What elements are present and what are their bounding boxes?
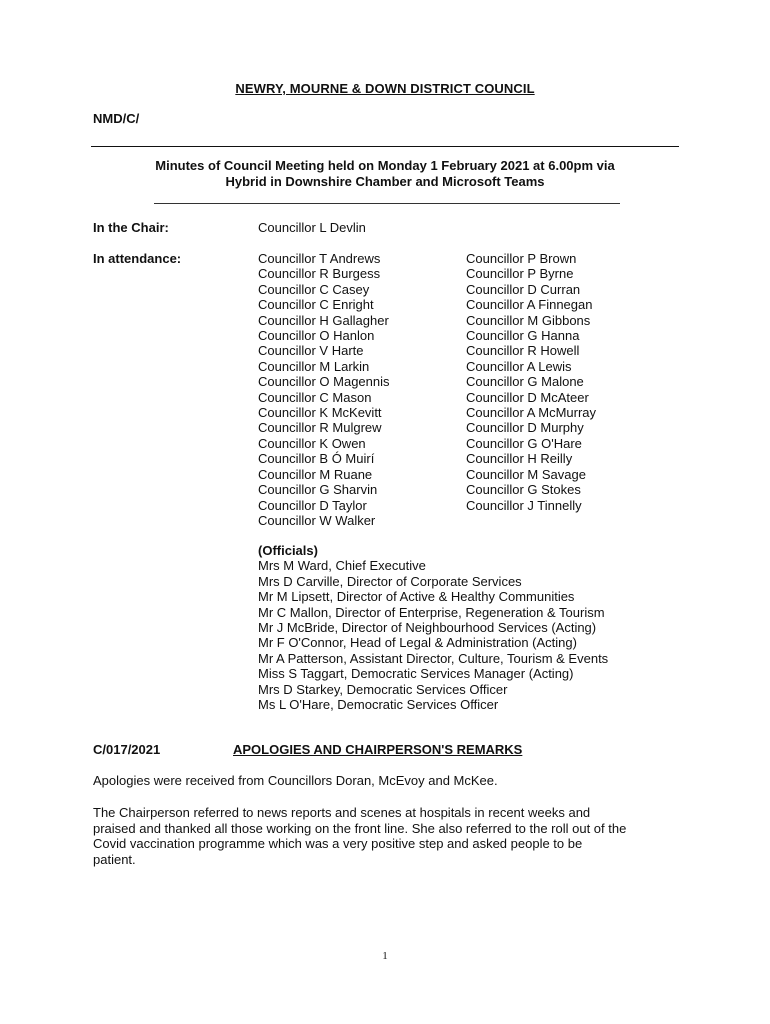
attendee-name: Councillor T Andrews [258,251,381,266]
paragraph-line: The Chairperson referred to news reports and scenes at hospitals in recent weeks and [93,805,591,820]
item-reference: C/017/2021 [93,742,161,757]
official-entry: Miss S Taggart, Democratic Services Manager (Acting) [258,666,574,682]
attendee-name: Councillor V Harte [258,343,364,359]
page-number: 1 [382,950,388,962]
title-underline-rule [154,203,620,204]
attendee-name: Councillor A McMurray [466,405,597,421]
official-entry: Ms L O'Hare, Democratic Services Officer [258,697,499,713]
attendee-name: Councillor W Walker [258,512,376,528]
attendee-name: Councillor G Sharvin [258,482,378,498]
official-entry: Mrs D Starkey, Democratic Services Officer [258,681,508,697]
attendee-name: Councillor D Curran [466,281,581,297]
attendee-name: Councillor M Larkin [258,358,370,374]
attendee-name: Councillor G Stokes [466,482,581,498]
attendee-name: Councillor P Brown [466,251,577,266]
document-reference: NMD/C/ [93,111,140,126]
attendance-column-1 [258,251,390,528]
official-entry: Mr M Lipsett, Director of Active & Healthy Communities [258,589,575,605]
official-entry: Mr J McBride, Director of Neighbourhood Services (Acting) [258,620,597,636]
attendee-name: Councillor O Hanlon [258,328,375,344]
official-entry: Mr A Patterson, Assistant Director, Culture, Tourism & Events [258,650,609,666]
chairperson-remarks-paragraph [93,805,693,867]
attendee-name: Councillor P Byrne [466,266,574,282]
attendee-name: Councillor M Savage [466,466,586,482]
attendee-name: Councillor K McKevitt [258,405,382,421]
meeting-title [0,158,770,189]
attendee-name: Councillor B Ó Muirí [258,451,375,467]
attendee-name: Councillor O Magennis [258,374,390,390]
attendee-name: Councillor A Finnegan [466,297,593,313]
attendee-name: Councillor G Malone [466,374,584,390]
official-entry: Mr C Mallon, Director of Enterprise, Regeneration & Tourism [258,604,605,620]
horizontal-rule [91,146,679,147]
attendee-name: Councillor K Owen [258,435,366,451]
official-entry: Mr F O'Connor, Head of Legal & Administration (Acting) [258,635,577,651]
official-entry: Mrs M Ward, Chief Executive [258,558,426,574]
attendee-name: Councillor D McAteer [466,389,589,405]
attendee-name: Councillor C Mason [258,389,372,405]
attendee-name: Councillor G Hanna [466,328,580,344]
officials-section [258,543,608,712]
paragraph-line: praised and thanked all those working on the front line. She also referred to the roll out of the [93,820,627,836]
attendee-name: Councillor R Burgess [258,266,381,282]
attendee-name: Councillor R Mulgrew [258,420,382,436]
official-entry: Mrs D Carville, Director of Corporate Services [258,573,522,589]
officials-heading: (Officials) [258,543,318,558]
paragraph-line: patient. [93,851,136,867]
apologies-paragraph: Apologies were received from Councillors Doran, McEvoy and McKee. [93,773,498,788]
council-title: NEWRY, MOURNE & DOWN DISTRICT COUNCIL [235,81,535,96]
attendee-name: Councillor H Reilly [466,451,573,467]
officials-list [258,558,608,712]
attendee-name: Councillor C Casey [258,281,370,297]
attendee-name: Councillor G O'Hare [466,435,582,451]
attendance-column-2 [466,251,596,513]
meeting-title-line-1: Minutes of Council Meeting held on Monday 1 February 2021 at 6.00pm via [155,158,615,173]
attendee-name: Councillor H Gallagher [258,312,389,328]
attendee-name: Councillor M Ruane [258,466,373,482]
meeting-title-line-2: Hybrid in Downshire Chamber and Microsoft Teams [225,173,545,189]
attendance-label: In attendance: [93,251,182,266]
attendee-name: Councillor A Lewis [466,358,572,374]
attendee-name: Councillor D Taylor [258,497,367,513]
attendee-name: Councillor J Tinnelly [466,497,582,513]
attendee-name: Councillor M Gibbons [466,312,591,328]
chair-label: In the Chair: [93,220,169,235]
attendee-name: Councillor R Howell [466,343,580,359]
paragraph-line: Covid vaccination programme which was a very positive step and asked people to be [93,836,583,851]
item-title: APOLOGIES AND CHAIRPERSON'S REMARKS [233,742,523,757]
attendee-name: Councillor C Enright [258,297,374,313]
attendee-name: Councillor D Murphy [466,420,584,436]
chair-name: Councillor L Devlin [258,220,366,235]
